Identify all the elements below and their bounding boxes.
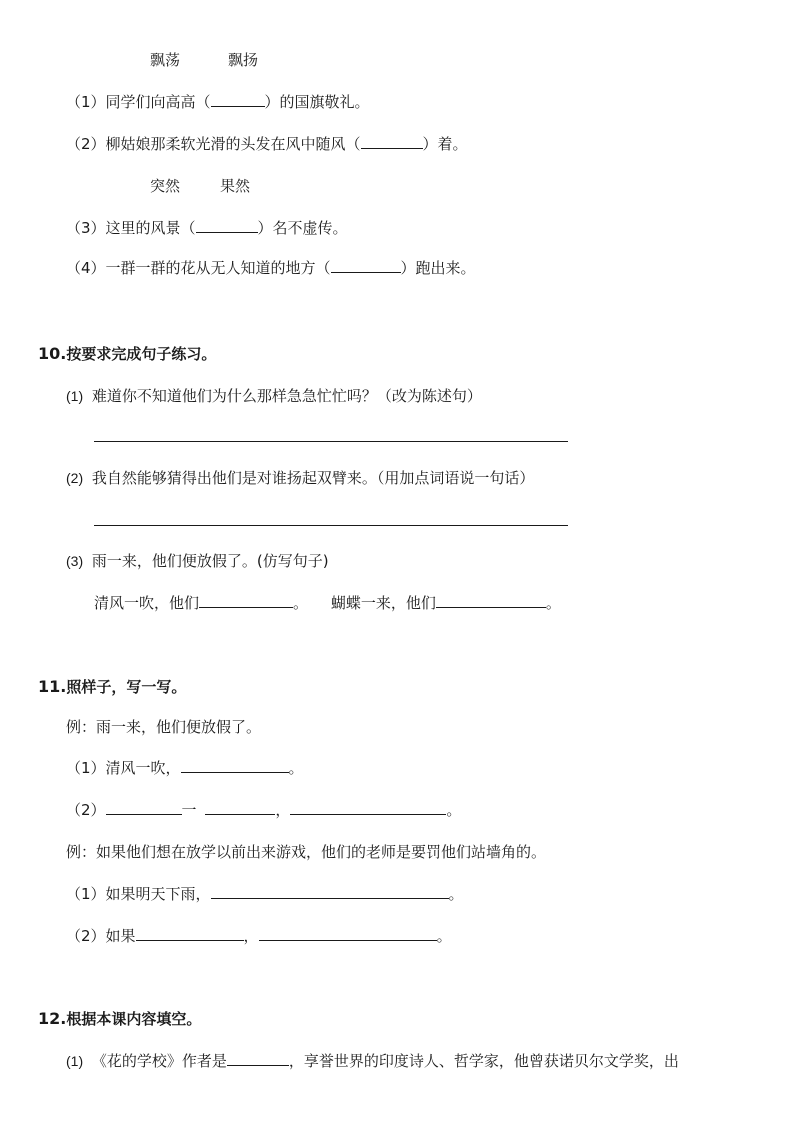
word-option: 果然	[220, 177, 251, 195]
question-title: 按要求完成句子练习。	[66, 345, 217, 363]
fill-item-text: （3）这里的风景（	[66, 219, 196, 237]
period: 。	[446, 801, 462, 819]
sub-item	[66, 551, 329, 571]
answer-line[interactable]	[94, 441, 568, 442]
period: 。	[288, 759, 304, 777]
answer-blank[interactable]	[106, 800, 182, 815]
fill-item-text: （1）同学们向高高（	[66, 93, 211, 111]
answer-blank[interactable]	[436, 593, 546, 608]
question-number: 12.	[38, 1009, 67, 1028]
sub-item-text: 我自然能够猜得出他们是对谁扬起双臂来。（用加点词语说一句话）	[91, 469, 535, 487]
answer-blank[interactable]	[331, 258, 401, 273]
fill-item-text: （1）如果明天下雨，	[66, 885, 211, 903]
period: 。	[545, 594, 561, 612]
fill-item	[66, 258, 476, 278]
sub-item-text: ，享誉世界的印度诗人、哲学家，他曾获诺贝尔文学奖，出	[288, 1052, 679, 1070]
sub-item-number: (1)	[66, 1053, 84, 1069]
answer-blank[interactable]	[199, 593, 293, 608]
fill-item-text: （1）清风一吹，	[66, 759, 181, 777]
fill-item-text: ）的国旗敬礼。	[264, 93, 370, 111]
imitate-text: 清风一吹，他们	[94, 594, 200, 612]
answer-blank[interactable]	[211, 884, 449, 899]
answer-blank[interactable]	[211, 92, 265, 107]
fill-item	[66, 926, 452, 946]
comma: ，	[243, 927, 259, 945]
question-number: 10.	[38, 344, 67, 363]
imitate-line	[94, 593, 561, 613]
fill-item	[66, 758, 304, 778]
sub-item-text: 《花的学校》作者是	[91, 1052, 227, 1070]
question-heading	[38, 677, 186, 697]
sub-item	[66, 1051, 679, 1071]
sub-item-number: (3)	[66, 553, 84, 569]
fill-item	[66, 92, 370, 112]
sub-item	[66, 386, 482, 406]
answer-blank[interactable]	[181, 758, 289, 773]
fill-item	[66, 800, 461, 820]
word-option: 飘荡	[150, 51, 181, 69]
sub-item-text: 难道你不知道他们为什么那样急急忙忙吗？（改为陈述句）	[91, 387, 482, 405]
answer-blank[interactable]	[259, 926, 437, 941]
question-heading	[38, 1009, 201, 1029]
answer-blank[interactable]	[205, 800, 275, 815]
question-title: 照样子，写一写。	[66, 678, 187, 696]
period: 。	[293, 594, 309, 612]
fill-item-text: ）跑出来。	[400, 259, 476, 277]
fill-item-text: ）着。	[422, 135, 468, 153]
fill-item	[66, 134, 468, 154]
period: 。	[436, 927, 452, 945]
answer-blank[interactable]	[290, 800, 446, 815]
dash-char: 一	[181, 801, 197, 819]
sub-item-text: 雨一来，他们便放假了。(仿写句子)	[91, 552, 329, 570]
sub-item-number: (2)	[66, 470, 84, 486]
fill-item	[66, 884, 464, 904]
sub-item	[66, 468, 534, 488]
imitate-text: 蝴蝶一来，他们	[330, 594, 436, 612]
question-title: 根据本课内容填空。	[66, 1010, 202, 1028]
fill-item-text: （2）	[66, 801, 106, 819]
comma: ，	[275, 801, 291, 819]
fill-item-text: （4）一群一群的花从无人知道的地方（	[66, 259, 331, 277]
question-number: 11.	[38, 677, 67, 696]
example-text: 例：如果他们想在放学以前出来游戏，他们的老师是要罚他们站墙角的。	[66, 843, 547, 861]
fill-item-text: （2）柳姑娘那柔软光滑的头发在风中随风（	[66, 135, 361, 153]
fill-item-text: ）名不虚传。	[257, 219, 348, 237]
question-heading	[38, 344, 216, 364]
answer-blank[interactable]	[196, 218, 258, 233]
answer-line[interactable]	[94, 525, 568, 526]
example-text: 例：雨一来，他们便放假了。	[66, 718, 262, 736]
word-option: 飘扬	[228, 51, 259, 69]
answer-blank[interactable]	[136, 926, 244, 941]
answer-blank[interactable]	[227, 1051, 289, 1066]
fill-item-text: （2）如果	[66, 927, 136, 945]
answer-blank[interactable]	[361, 134, 423, 149]
sub-item-number: (1)	[66, 388, 84, 404]
word-option: 突然	[150, 177, 181, 195]
period: 。	[448, 885, 464, 903]
fill-item	[66, 218, 348, 238]
